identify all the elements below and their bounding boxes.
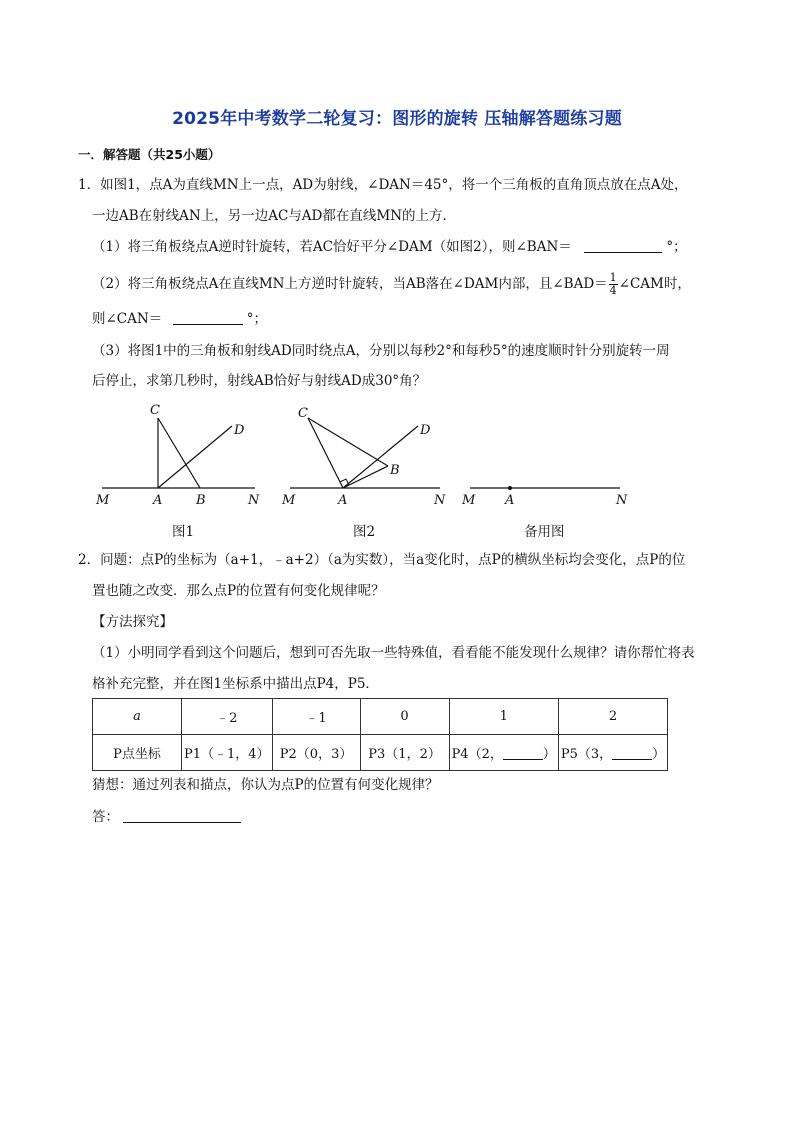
fig1-label-c: C [150,403,160,418]
q1-part1-answer-blank[interactable] [584,238,662,253]
fig1-label-d: D [234,423,245,438]
p4-answer-blank[interactable] [503,745,543,760]
fig2-label-a: A [338,493,348,508]
figure-2-caption: 图2 [353,524,376,540]
q1-part2-text: （2）将三角板绕点A在直线MN上方逆时针旋转，当AB落在∠DAM内部，且∠BAD＝ [92,276,608,292]
fraction-one-quarter [609,272,618,297]
fig3-label-m: M [462,493,476,508]
fig2-label-n: N [434,493,446,508]
table-cell: 0 [360,699,449,735]
table-row [93,699,668,735]
table-cell-p-header: P点坐标 [93,735,182,771]
q1-line-2: 一边AB在射线AN上，另一边AC与AD都在直线MN的上方． [92,208,457,224]
table-cell: ﹣1 [272,699,360,735]
q1-part2-cont [92,310,267,328]
table-cell: P3（1，2） [360,735,449,771]
fig2-label-c: C [298,406,308,421]
q1-part3-line-2: 后停止，求第几秒时，射线AB恰好与射线AD成30°角？ [92,373,427,389]
cell-text: P4（2， [451,747,503,762]
table-cell: 2 [558,699,667,735]
table-cell: P1（﹣1，4） [182,735,273,771]
q2-method-heading: 【方法探究】 [92,614,173,630]
fig2-ray-ad [343,426,418,488]
cell-text: a [133,709,141,724]
q2-answer [92,808,241,826]
q2-step1-line-2: 格补充完整，并在图1坐标系中描出点P4，P5． [92,676,379,692]
q1-part1-text: （1）将三角板绕点A逆时针旋转，若AC恰好平分∠DAM（如图2），则∠BAN＝ [92,239,572,255]
fig1-label-b: B [196,493,206,508]
q2-line-2: 置也随之改变．那么点P的位置有何变化规律呢？ [92,583,385,599]
figure-spare-caption: 备用图 [524,524,565,540]
q2-answer-blank[interactable] [123,808,241,823]
fig1-label-n: N [248,493,260,508]
fig1-label-m: M [96,493,110,508]
q1-part1 [92,238,687,256]
section-heading: 一．解答题（共25小题） [78,147,221,162]
page-title: 2025年中考数学二轮复习：图形的旋转 压轴解答题练习题 [172,109,622,129]
q2-answer-label: 答： [92,809,119,825]
q2-step1-line-1: （1）小明同学看到这个问题后，想到可否先取一些特殊值，看看能不能发现什么规律？请你帮忙将表 [92,645,695,661]
cell-text: P5（3， [560,747,613,762]
q1-line-1: 1．如图1，点A为直线MN上一点，AD为射线，∠DAN＝45°，将一个三角板的直角顶点放在点A处， [78,177,688,193]
fig2-label-d: D [420,423,431,438]
fig3-label-n: N [616,493,628,508]
q1-part2-answer-blank[interactable] [173,310,243,325]
table-cell-p4: P4（2， ） [449,735,558,771]
table-cell-p5: P5（3， ） [558,735,667,771]
table-cell: ﹣2 [182,699,273,735]
table-row [93,735,668,771]
table-cell: 1 [449,699,558,735]
fig3-point-a [508,486,512,490]
q1-part2-text-end: ∠CAM时， [618,276,691,292]
fig1-label-a: A [153,493,163,508]
fig1-side-cb [158,418,200,488]
coordinate-table [92,698,668,771]
q1-part2-cont-end: °； [246,311,268,327]
q2-guess: 猜想：通过列表和描点，你认为点P的位置有何变化规律？ [92,777,439,793]
fig2-label-m: M [282,493,296,508]
p5-answer-blank[interactable] [612,745,652,760]
q1-part3-line-1: （3）将图1中的三角板和射线AD同时绕点A，分别以每秒2°和每秒5°的速度顺时针分别旋转一周 [92,343,670,359]
fraction-denominator: 4 [609,284,617,297]
figure-1 [90,398,270,510]
figure-spare [458,470,638,510]
q1-part1-end: °； [666,239,687,255]
figure-2 [278,398,458,510]
q1-part2-cont-text: 则∠CAN＝ [92,311,163,327]
fig3-label-a: A [505,493,515,508]
q1-part2 [92,272,691,297]
figure-1-caption: 图1 [172,524,195,540]
fraction-numerator: 1 [609,271,617,284]
q2-line-1: 2．问题：点P的坐标为（a+1，﹣a+2）（a为实数），当a变化时，点P的横纵坐标均会变化，点P的位 [78,552,686,568]
table-cell-a-header [93,699,182,735]
fig2-label-b: B [390,463,400,478]
table-cell: P2（0，3） [272,735,360,771]
